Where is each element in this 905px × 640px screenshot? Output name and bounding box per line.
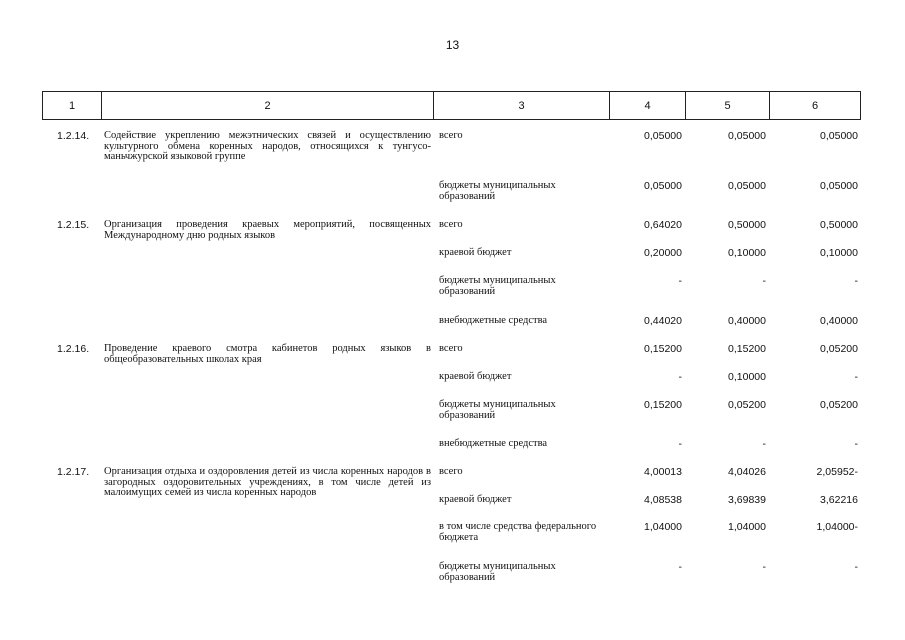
cell-v5: 0,10000	[728, 247, 766, 259]
cell-v6: 0,05200	[820, 343, 858, 355]
cell-src: всего	[439, 343, 463, 354]
cell-v6: 0,05200	[820, 399, 858, 411]
cell-src: в том числе средства федерального бюджета	[439, 521, 597, 543]
cell-src: краевой бюджет	[439, 494, 512, 505]
cell-v5: 0,05200	[728, 399, 766, 411]
cell-v4: 4,08538	[644, 494, 682, 506]
column-header-5: 5	[686, 92, 770, 120]
cell-v4: 0,64020	[644, 219, 682, 231]
cell-v6: 1,04000-	[816, 521, 858, 533]
cell-v4: 1,04000	[644, 521, 682, 533]
cell-v6: -	[854, 275, 858, 287]
cell-src: бюджеты муниципальных образований	[439, 399, 556, 421]
cell-src: внебюджетные средства	[439, 438, 548, 449]
cell-num: 1.2.15.	[57, 219, 90, 231]
cell-v5: 4,04026	[728, 466, 766, 478]
cell-src: бюджеты муниципальных образований	[439, 561, 556, 583]
cell-v6: -	[854, 371, 858, 383]
cell-v4: -	[678, 371, 682, 383]
cell-v5: 0,40000	[728, 315, 766, 327]
cell-v6: 0,05000	[820, 130, 858, 142]
column-header-table	[42, 91, 861, 120]
cell-v5: 0,05000	[728, 180, 766, 192]
cell-v4: 0,44020	[644, 315, 682, 327]
column-header-2: 2	[102, 92, 434, 120]
cell-v6: 2,05952-	[816, 466, 858, 478]
cell-v5: 0,10000	[728, 371, 766, 383]
cell-name: Содействие укреплению межэтнических связей и осуществлению культурного обмена коренных народов, относящихся к тунгусо-маньчжурской языковой группе	[104, 130, 431, 162]
cell-v4: 4,00013	[644, 466, 682, 478]
cell-v6: 0,10000	[820, 247, 858, 259]
page-number: 13	[445, 38, 460, 52]
cell-src: бюджеты муниципальных образований	[439, 275, 556, 297]
column-header-4: 4	[610, 92, 686, 120]
cell-src: бюджеты муниципальных образований	[439, 180, 556, 202]
cell-v5: 3,69839	[728, 494, 766, 506]
cell-name: Организация отдыха и оздоровления детей из числа коренных народов в загородных оздоровительных учреждениях, в том числе детей из малоимущих семей из числа коренных народов	[104, 466, 431, 498]
cell-v5: -	[762, 561, 766, 573]
cell-v5: 0,15200	[728, 343, 766, 355]
cell-src: всего	[439, 130, 463, 141]
cell-v4: 0,05000	[644, 130, 682, 142]
cell-src: всего	[439, 466, 463, 477]
cell-num: 1.2.14.	[57, 130, 90, 142]
cell-v5: 0,05000	[728, 130, 766, 142]
cell-v5: -	[762, 438, 766, 450]
cell-v6: 0,05000	[820, 180, 858, 192]
cell-num: 1.2.17.	[57, 466, 90, 478]
column-header-1: 1	[43, 92, 102, 120]
cell-src: внебюджетные средства	[439, 315, 548, 326]
cell-v6: 0,50000	[820, 219, 858, 231]
cell-v4: -	[678, 275, 682, 287]
cell-src: краевой бюджет	[439, 247, 512, 258]
cell-src: краевой бюджет	[439, 371, 512, 382]
cell-num: 1.2.16.	[57, 343, 90, 355]
column-header-6: 6	[770, 92, 861, 120]
cell-v5: -	[762, 275, 766, 287]
cell-v6: 0,40000	[820, 315, 858, 327]
cell-v4: 0,15200	[644, 343, 682, 355]
cell-v4: 0,15200	[644, 399, 682, 411]
cell-name: Организация проведения краевых мероприятий, посвященных Международному дню родных языков	[104, 219, 431, 241]
cell-v6: -	[854, 561, 858, 573]
cell-v6: -	[854, 438, 858, 450]
cell-src: всего	[439, 219, 463, 230]
cell-v4: 0,05000	[644, 180, 682, 192]
column-header-3: 3	[434, 92, 610, 120]
cell-v4: 0,20000	[644, 247, 682, 259]
cell-v5: 0,50000	[728, 219, 766, 231]
cell-v6: 3,62216	[820, 494, 858, 506]
cell-v4: -	[678, 438, 682, 450]
cell-v4: -	[678, 561, 682, 573]
cell-v5: 1,04000	[728, 521, 766, 533]
cell-name: Проведение краевого смотра кабинетов родных языков в общеобразовательных школах края	[104, 343, 431, 365]
